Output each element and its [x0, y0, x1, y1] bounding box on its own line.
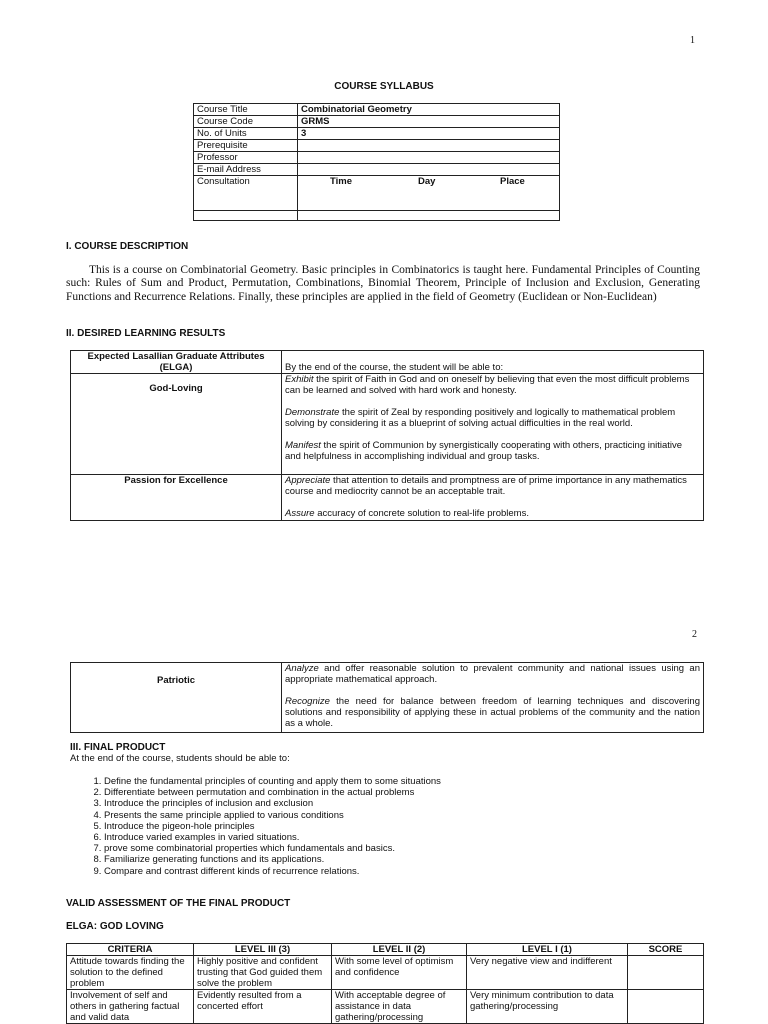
table-row [67, 990, 704, 1024]
final-product-intro: At the end of the course, students should be able to: [70, 753, 290, 764]
empty-cell [194, 211, 298, 221]
elga-intro: By the end of the course, the student will be able to: [282, 351, 704, 374]
list-item: 7. prove some combinatorial properties which fundamentals and basics. [104, 843, 734, 854]
info-label: Course Title [194, 104, 298, 116]
rubric-header: SCORE [628, 944, 704, 956]
list-item: 8. Familiarize generating functions and its applications. [104, 854, 734, 865]
section-heading-learning-results: II. DESIRED LEARNING RESULTS [66, 328, 226, 339]
learning-outcome: Assure accuracy of concrete solution to real-life problems. [285, 508, 529, 519]
learning-outcome: Appreciate that attention to details and promptness are of prime importance in any mathematics course and mediocrity cannot be an acceptable trait. [285, 475, 687, 497]
table-row [67, 956, 704, 990]
final-product-list [70, 776, 734, 877]
learning-outcome: Demonstrate the spirit of Zeal by responding positively and logically to mathematical problem solving by considering it as a blueprint of solving actual difficulties in the real world. [285, 407, 676, 429]
info-value: 3 [298, 128, 560, 140]
course-description: This is a course on Combinatorial Geometry. Basic principles in Combinatorics is taught here. Fundamental Principles of Counting such: Rules of Sum and Product, Permutation, Combinations, Binomial Theorem, Principle of Inclusion and Exclusion, Generating Functions and Recurrence Relations. Finally, these principles are applied in the field of Geometry (Euclidean or Non-Euclidean) [66, 264, 700, 303]
rubric-cell: Evidently resulted from a concerted effort [194, 990, 332, 1024]
page-number: 2 [692, 629, 697, 640]
info-label: Professor [194, 152, 298, 164]
info-label: Prerequisite [194, 140, 298, 152]
info-value [298, 140, 560, 152]
list-item: 9. Compare and contrast different kinds of recurrence relations. [104, 866, 734, 877]
rubric-cell: With some level of optimism and confidence [332, 956, 467, 990]
section-heading-course-description: I. COURSE DESCRIPTION [66, 241, 189, 252]
info-value: Combinatorial Geometry [298, 104, 560, 116]
list-item: 3. Introduce the principles of inclusion and exclusion [104, 798, 734, 809]
elga-patriotic-label: Patriotic [71, 663, 282, 733]
rubric-cell: Attitude towards finding the solution to the defined problem [67, 956, 194, 990]
section-heading-elga-god-loving: ELGA: GOD LOVING [66, 921, 164, 932]
info-value [298, 164, 560, 176]
section-heading-assessment: VALID ASSESSMENT OF THE FINAL PRODUCT [66, 898, 291, 909]
consultation-time: Time [330, 176, 353, 187]
rubric-header: LEVEL I (1) [467, 944, 628, 956]
elga-god-loving-items [282, 374, 704, 475]
learning-outcome: Analyze and offer reasonable solution to prevalent community and national issues using an appropriate mathematical approach. [285, 663, 700, 685]
consultation-day: Day [418, 176, 436, 187]
elga-table-continued [70, 662, 704, 733]
rubric-cell: Very negative view and indifferent [467, 956, 628, 990]
rubric-cell [628, 956, 704, 990]
section-heading-final-product: III. FINAL PRODUCT [70, 742, 166, 753]
info-value: GRMS [298, 116, 560, 128]
learning-outcome: Recognize the need for balance between freedom of learning techniques and discovering solutions and responsibility of applying these in actual problems of the community and the nation as a whole. [285, 696, 700, 729]
consultation-cell [298, 176, 560, 211]
rubric-cell: With acceptable degree of assistance in data gathering/processing [332, 990, 467, 1024]
rubric-cell [628, 990, 704, 1024]
info-value [298, 152, 560, 164]
elga-passion-label: Passion for Excellence [71, 475, 282, 521]
list-item: 5. Introduce the pigeon-hole principles [104, 821, 734, 832]
rubric-header: CRITERIA [67, 944, 194, 956]
info-label: No. of Units [194, 128, 298, 140]
rubric-cell: Involvement of self and others in gathering factual and valid data [67, 990, 194, 1024]
info-label: Consultation [194, 176, 298, 211]
list-item: 1. Define the fundamental principles of counting and apply them to some situations [104, 776, 734, 787]
rubric-cell: Highly positive and confident trusting that God guided them solve the problem [194, 956, 332, 990]
rubric-cell: Very minimum contribution to data gathering/processing [467, 990, 628, 1024]
info-label: Course Code [194, 116, 298, 128]
elga-table [70, 350, 704, 521]
rubric-table [66, 943, 704, 1024]
rubric-header: LEVEL III (3) [194, 944, 332, 956]
info-label: E-mail Address [194, 164, 298, 176]
learning-outcome: Exhibit the spirit of Faith in God and on oneself by believing that even the most difficult problems can be learned and solved with hard work and honesty. [285, 374, 690, 396]
consultation-place: Place [500, 176, 525, 187]
empty-cell [298, 211, 560, 221]
elga-header: Expected Lasallian Graduate Attributes (ELGA) [71, 351, 282, 374]
list-item: 6. Introduce varied examples in varied situations. [104, 832, 734, 843]
elga-patriotic-items [282, 663, 704, 733]
rubric-header: LEVEL II (2) [332, 944, 467, 956]
page-number: 1 [690, 35, 695, 46]
elga-god-loving-label: God-Loving [71, 374, 282, 475]
elga-passion-items [282, 475, 704, 521]
course-info-table [193, 103, 560, 221]
learning-outcome: Manifest the spirit of Communion by synergistically cooperating with others, practicing initiative and helpfulness in accomplishing individual and group tasks. [285, 440, 683, 462]
list-item: 4. Presents the same principle applied to various conditions [104, 810, 734, 821]
list-item: 2. Differentiate between permutation and combination in the actual problems [104, 787, 734, 798]
page-title: COURSE SYLLABUS [334, 81, 434, 92]
